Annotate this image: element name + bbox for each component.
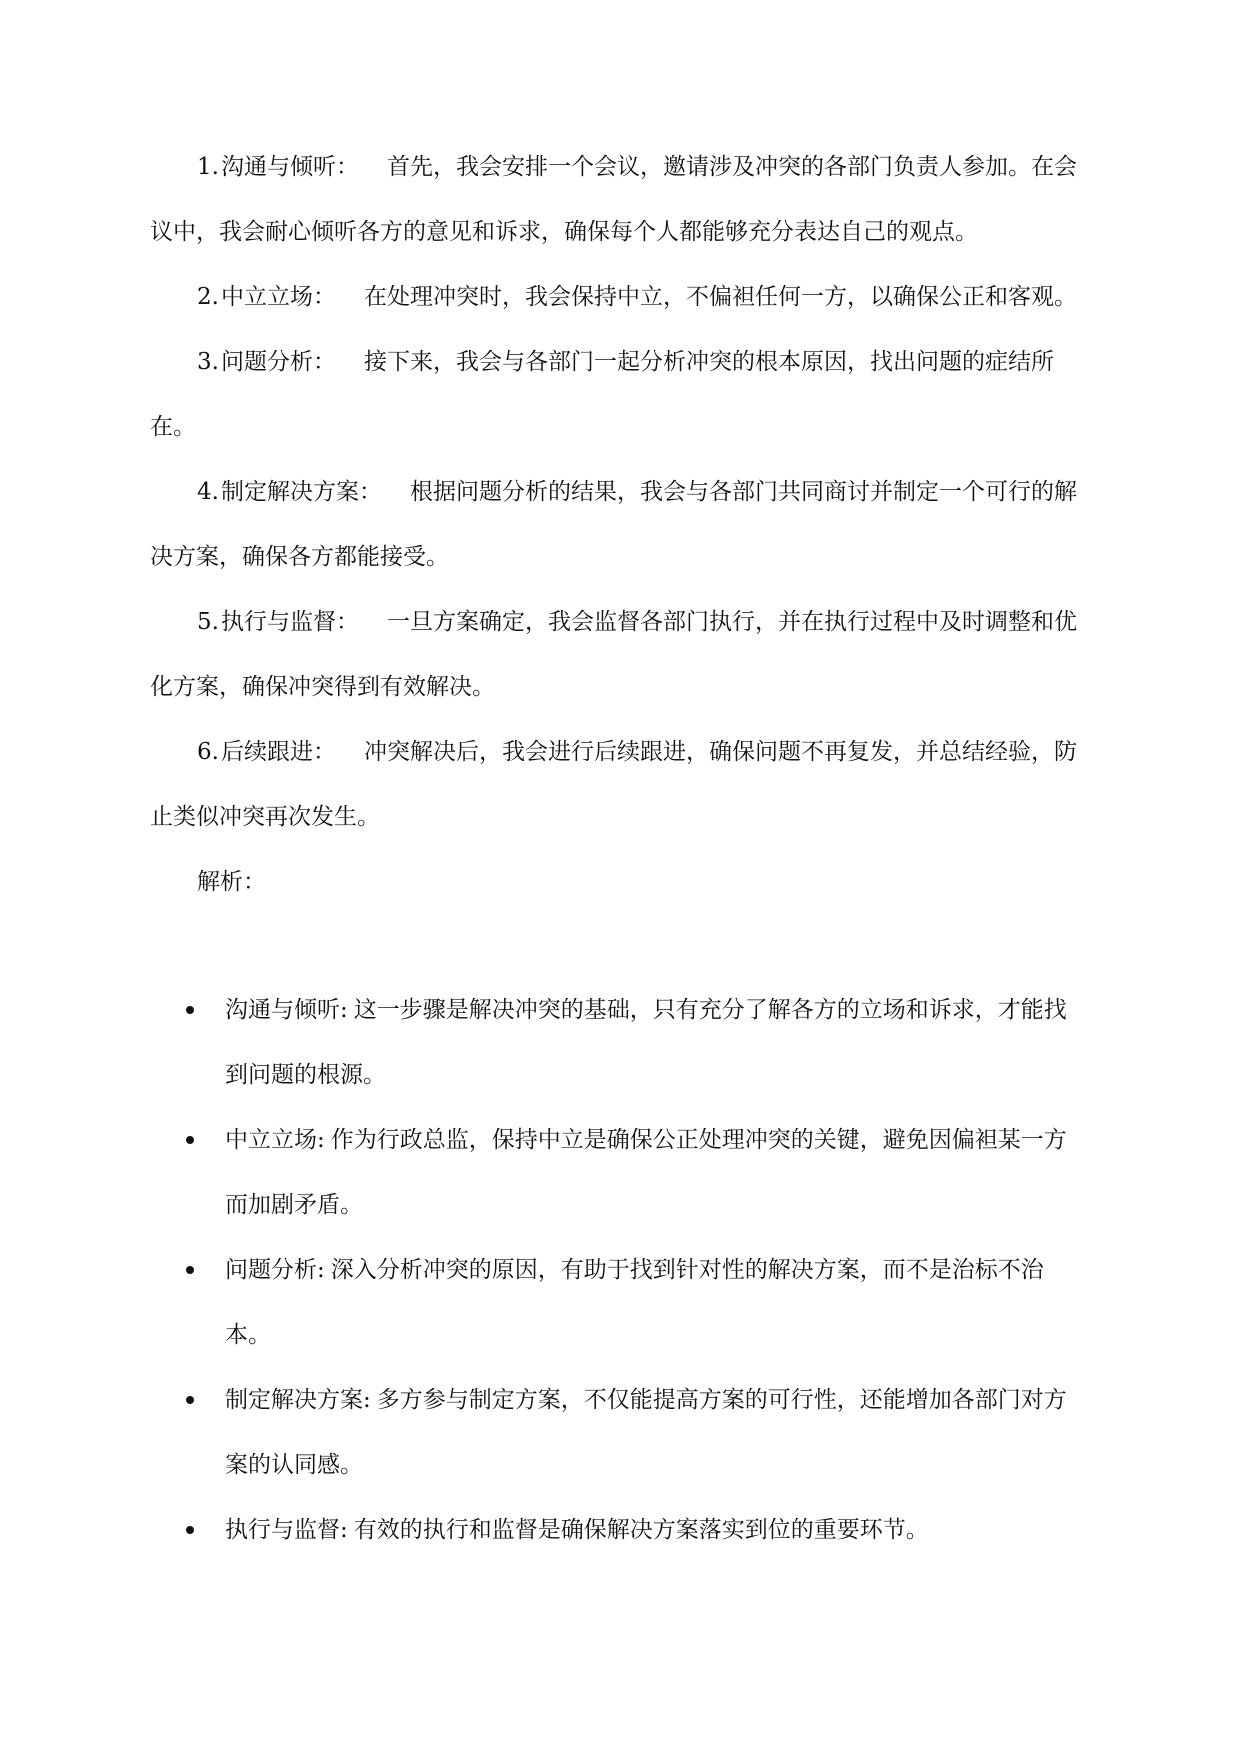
step-text: 接下来，我会与各部门一起分析冲突的根本原因，找出问题的症结所在。	[150, 349, 1054, 440]
step-text: 一旦方案确定，我会监督各部门执行，并在执行过程中及时调整和优化方案，确保冲突得到有效解决。	[150, 609, 1077, 700]
step-3	[150, 330, 1085, 460]
step-number: 3.	[197, 349, 219, 375]
steps-section	[150, 135, 1085, 915]
analysis-text: 这一步骤是解决冲突的基础，只有充分了解各方的立场和诉求，才能找到问题的根源。	[225, 997, 1067, 1088]
step-4	[150, 460, 1085, 590]
step-title: 沟通与倾听：	[220, 154, 359, 180]
step-5	[150, 590, 1085, 720]
analysis-item	[150, 978, 1085, 1108]
step-6	[150, 720, 1085, 850]
step-number: 1.	[197, 154, 219, 180]
step-title: 制定解决方案：	[220, 479, 382, 505]
step-title: 问题分析：	[220, 349, 336, 375]
bullet-icon	[186, 1396, 194, 1404]
step-number: 6.	[197, 739, 219, 765]
step-title: 中立立场：	[220, 284, 336, 310]
bullet-icon	[186, 1006, 194, 1014]
step-number: 4.	[197, 479, 219, 505]
step-number: 5.	[197, 609, 219, 635]
analysis-item	[150, 1238, 1085, 1368]
step-number: 2.	[197, 284, 219, 310]
analysis-title: 问题分析:	[225, 1257, 325, 1283]
analysis-heading: 解析：	[197, 869, 266, 895]
bullet-icon	[186, 1526, 194, 1534]
analysis-text: 有效的执行和监督是确保解决方案落实到位的重要环节。	[353, 1517, 929, 1543]
step-2	[150, 265, 1085, 330]
step-1	[150, 135, 1085, 265]
analysis-title: 沟通与倾听:	[225, 997, 348, 1023]
bullet-icon	[186, 1136, 194, 1144]
step-text: 在处理冲突时，我会保持中立，不偏袒任何一方，以确保公正和客观。	[363, 284, 1077, 310]
analysis-text: 深入分析冲突的原因，有助于找到针对性的解决方案，而不是治标不治本。	[225, 1257, 1044, 1348]
analysis-text: 多方参与制定方案，不仅能提高方案的可行性，还能增加各部门对方案的认同感。	[225, 1387, 1067, 1478]
analysis-item	[150, 1368, 1085, 1498]
step-text: 首先，我会安排一个会议，邀请涉及冲突的各部门负责人参加。在会议中，我会耐心倾听各方的意见和诉求，确保每个人都能够充分表达自己的观点。	[150, 154, 1077, 245]
analysis-item	[150, 1498, 1085, 1563]
analysis-item	[150, 1108, 1085, 1238]
analysis-text: 作为行政总监，保持中立是确保公正处理冲突的关键，避免因偏袒某一方而加剧矛盾。	[225, 1127, 1067, 1218]
analysis-list	[150, 978, 1085, 1563]
bullet-icon	[186, 1266, 194, 1274]
analysis-title: 制定解决方案:	[225, 1387, 371, 1413]
step-title: 后续跟进：	[220, 739, 336, 765]
analysis-title: 中立立场:	[225, 1127, 325, 1153]
analysis-title: 执行与监督:	[225, 1517, 348, 1543]
step-title: 执行与监督：	[220, 609, 359, 635]
step-text: 根据问题分析的结果，我会与各部门共同商讨并制定一个可行的解决方案，确保各方都能接受。	[150, 479, 1077, 570]
step-text: 冲突解决后，我会进行后续跟进，确保问题不再复发，并总结经验，防止类似冲突再次发生。	[150, 739, 1077, 830]
